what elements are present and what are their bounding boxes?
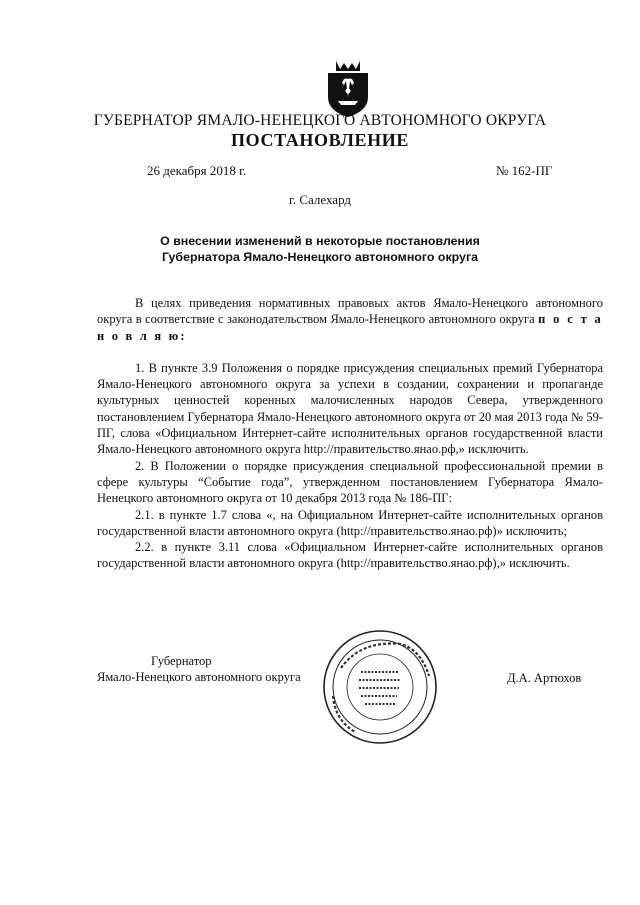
document-title	[100, 233, 540, 265]
document-body	[97, 295, 603, 572]
organization-header: ГУБЕРНАТОР ЯМАЛО-НЕНЕЦКОГО АВТОНОМНОГО ОКРУГА	[93, 112, 547, 129]
preamble-paragraph	[97, 295, 603, 344]
signatory-position	[97, 653, 317, 685]
document-date: 26 декабря 2018 г.	[147, 163, 247, 178]
decree-word: п о с т а н о в л я ю:	[97, 312, 604, 343]
preamble-text: В целях приведения нормативных правовых актов Ямало-Ненецкого автономного округа в соответствие с законодательством Ямало-Ненецкого автономного округа	[97, 296, 603, 327]
document-type: ПОСТАНОВЛЕНИЕ	[231, 130, 409, 150]
signatory-name: Д.А. Артюхов	[507, 671, 582, 685]
item-2-paragraph: 2. В Положении о порядке присуждения специальной профессиональной премии в сфере культуры “Событие года”, утвержденном постановлением Губернатора Ямало-Ненецкого автономного округа от 10 декабря 2013 года № 186-ПГ:	[97, 458, 603, 506]
signatory-position-line-1: Губернатор	[151, 654, 212, 668]
item-1-paragraph: 1. В пункте 3.9 Положения о порядке присуждения специальных премий Губернатора Ямало-Ненецкого автономного округа за успехи в создании, сохранении и пропаганде культурных ценностей коренных малочисленных народов Севера, утвержденного постановлением Губернатора Ямало-Ненецкого автономного округа от 20 мая 2013 года № 59-ПГ, слова «Официальном Интернет-сайте исполнительных органов государственной власти Ямало-Ненецкого автономного округа http://правительство.янао.рф,» исключить.	[97, 360, 603, 457]
coat-of-arms-icon	[322, 57, 374, 119]
signatory-position-line-2: Ямало-Ненецкого автономного округа	[97, 670, 301, 684]
item-2-2-paragraph: 2.2. в пункте 3.11 слова «Официальном Интернет-сайте исполнительных органов государственной власти автономного округа (http://правительство.янао.рф),» исключить.	[97, 540, 603, 571]
title-line-1: О внесении изменений в некоторые постановления	[160, 234, 480, 248]
title-line-2: Губернатора Ямало-Ненецкого автономного округа	[161, 250, 478, 264]
item-2-1-paragraph: 2.1. в пункте 1.7 слова «, на Официальном Интернет-сайте исполнительных органов государственной власти автономного округа (http://правительство.янао.рф)» исключить;	[97, 507, 603, 538]
document-city: г. Салехард	[288, 192, 352, 207]
document-number: № 162-ПГ	[496, 163, 553, 178]
official-seal	[321, 628, 439, 746]
